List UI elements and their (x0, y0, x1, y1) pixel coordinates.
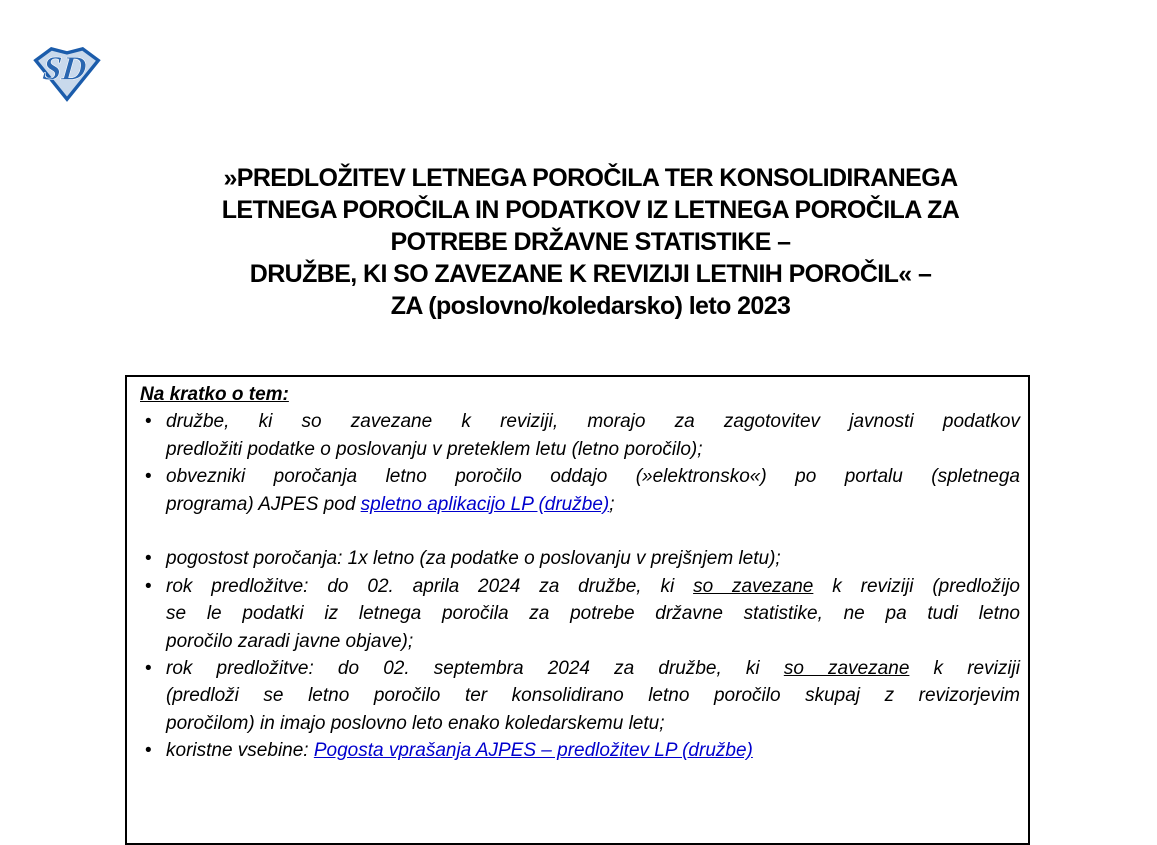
summary-box-heading: Na kratko o tem: (140, 384, 289, 405)
bullet-line: družbe, ki so zavezane k reviziji, morajo za zagotovitev javnosti podatkov (166, 411, 1020, 433)
bullet-line: programa) AJPES pod spletno aplikacijo LP (družbe); (166, 493, 615, 515)
bullet-item-electronic-submission (140, 463, 1020, 518)
title-line-4: DRUŽBE, KI SO ZAVEZANE K REVIZIJI LETNIH POROČIL« – (249, 260, 932, 288)
bullet-icon: • (145, 466, 152, 488)
underlined-phrase: so zavezane (783, 658, 910, 680)
summary-box (125, 375, 1030, 845)
bullet-line: poročilom) in imajo poslovno leto enako koledarskemu letu; (166, 712, 665, 734)
bullet-line: obvezniki poročanja letno poročilo oddajo (»elektronsko«) po portalu (spletnega (166, 466, 1020, 488)
underlined-phrase: so zavezane (693, 575, 814, 597)
title-line-2: LETNEGA POROČILA IN PODATKOV IZ LETNEGA POROČILA ZA (221, 196, 960, 224)
bullet-item-deadline-april (140, 573, 1020, 655)
lp-application-link[interactable]: spletno aplikacijo LP (družbe) (360, 493, 610, 515)
summary-bullet-list (140, 408, 1020, 764)
title-line-3: POTREBE DRŽAVNE STATISTIKE – (390, 228, 791, 256)
sd-logo (33, 46, 101, 102)
bullet-line: pogostost poročanja: 1x letno (za podatke o poslovanju v prejšnjem letu); (166, 548, 781, 570)
bullet-item-useful-content (140, 737, 1020, 764)
bullet-icon: • (145, 411, 152, 433)
title-line-5: ZA (poslovno/koledarsko) leto 2023 (390, 292, 791, 320)
bullet-line: rok predložitve: do 02. septembra 2024 za družbe, ki so zavezane k reviziji (166, 658, 1021, 680)
bullet-line: poročilo zaradi javne objave); (166, 630, 414, 652)
bullet-item-audit-obligation (140, 408, 1020, 463)
bullet-line: rok predložitve: do 02. aprila 2024 za družbe, ki so zavezane k reviziji (predložijo (166, 575, 1020, 597)
sd-logo-icon (33, 46, 101, 102)
sd-logo-letters: SD (40, 50, 89, 88)
bullet-icon: • (145, 575, 152, 597)
bullet-item-deadline-september (140, 655, 1020, 737)
bullet-line: se le podatki iz letnega poročila za potrebe državne statistike, ne pa tudi letno (166, 603, 1020, 625)
bullet-line: predložiti podatke o poslovanju v preteklem letu (letno poročilo); (166, 438, 703, 460)
bullet-item-reporting-frequency (140, 545, 1020, 572)
bullet-icon: • (145, 548, 152, 570)
bullet-line: koristne vsebine: Pogosta vprašanja AJPES – predložitev LP (družbe) (166, 740, 753, 762)
bullet-line: (predloži se letno poročilo ter konsolidirano letno poročilo skupaj z revizorjevim (166, 685, 1020, 707)
bullet-icon: • (145, 740, 152, 762)
title-line-1: »PREDLOŽITEV LETNEGA POROČILA TER KONSOLIDIRANEGA (223, 164, 958, 192)
faq-ajpes-link[interactable]: Pogosta vprašanja AJPES – predložitev LP (družbe) (313, 740, 753, 762)
bullet-icon: • (145, 658, 152, 680)
document-title (24, 162, 1157, 322)
